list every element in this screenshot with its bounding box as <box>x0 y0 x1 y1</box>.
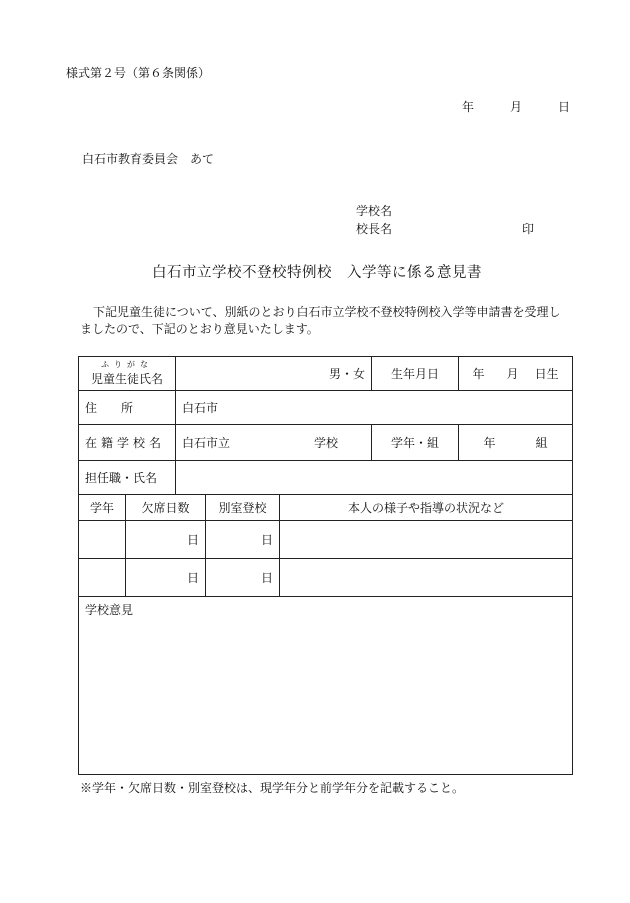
birth-year-unit: 年 <box>472 367 485 381</box>
birth-month-unit: 月 <box>506 367 519 381</box>
absent-current[interactable] <box>126 521 206 559</box>
gender-cell[interactable] <box>176 357 372 391</box>
furigana-label: ふりがな <box>101 360 153 369</box>
school-signature-block <box>356 202 392 238</box>
school-name-label: 学校名 <box>356 204 393 218</box>
addressee: 白石市教育委員会 あて <box>82 152 215 166</box>
student-name-label-cell <box>79 357 176 391</box>
row-attendance-current <box>79 521 573 559</box>
school-opinion-label: 学校意見 <box>85 603 134 617</box>
grade-class-value-cell[interactable] <box>459 425 573 461</box>
date-day: 日 <box>558 100 571 114</box>
teacher-value[interactable] <box>176 461 573 495</box>
birth-day-unit: 日生 <box>534 367 559 381</box>
date-year: 年 <box>462 100 475 114</box>
row-school <box>79 425 573 461</box>
separate-day-unit: 日 <box>261 571 274 585</box>
school-prefix: 白石市立 <box>182 436 231 450</box>
separate-day-unit: 日 <box>261 533 274 547</box>
class-unit: 組 <box>535 436 548 450</box>
separate-current[interactable] <box>206 521 280 559</box>
row-attendance-header <box>79 495 573 521</box>
grade-previous[interactable] <box>79 559 126 597</box>
notes-current[interactable] <box>280 521 573 559</box>
student-name-label: 児童生徒氏名 <box>91 372 164 386</box>
address-value[interactable]: 白石市 <box>176 391 573 425</box>
grade-class-label: 学年・組 <box>372 425 459 461</box>
row-teacher <box>79 461 573 495</box>
grade-current[interactable] <box>79 521 126 559</box>
grade-unit: 年 <box>483 436 496 450</box>
form-number: 様式第２号（第６条関係） <box>66 66 211 80</box>
intro-text: 下記児童生徒について、別紙のとおり白石市立学校不登校特例校入学等申請書を受理しましたので、下記のとおり意見いたします。 <box>80 305 561 336</box>
birth-label: 生年月日 <box>372 357 459 391</box>
seal-mark: 印 <box>522 222 535 236</box>
opinion-form-table <box>78 356 573 775</box>
row-school-opinion <box>79 597 573 775</box>
footnote: ※学年・欠席日数・別室登校は、現学年分と前学年分を記載すること。 <box>80 781 465 795</box>
col-grade-header: 学年 <box>79 495 126 521</box>
row-attendance-previous <box>79 559 573 597</box>
absent-day-unit: 日 <box>187 571 200 585</box>
separate-previous[interactable] <box>206 559 280 597</box>
birth-date-cell[interactable] <box>459 357 573 391</box>
school-label: 在籍学校名 <box>79 425 176 461</box>
school-opinion-cell[interactable] <box>79 597 573 775</box>
gender-options: 男・女 <box>329 367 366 381</box>
school-suffix: 学校 <box>314 436 339 450</box>
col-absent-header: 欠席日数 <box>126 495 206 521</box>
teacher-label: 担任職・氏名 <box>79 461 176 495</box>
row-address <box>79 391 573 425</box>
col-notes-header: 本人の様子や指導の状況など <box>280 495 573 521</box>
row-student-name <box>79 357 573 391</box>
address-label: 住 所 <box>79 391 176 425</box>
absent-day-unit: 日 <box>187 533 200 547</box>
document-title: 白石市立学校不登校特例校 入学等に係る意見書 <box>152 265 482 281</box>
date-month: 月 <box>510 100 523 114</box>
school-value-cell[interactable] <box>176 425 372 461</box>
notes-previous[interactable] <box>280 559 573 597</box>
date-line <box>462 98 570 115</box>
principal-name-label: 校長名 <box>356 222 393 236</box>
col-separate-header: 別室登校 <box>206 495 280 521</box>
absent-previous[interactable] <box>126 559 206 597</box>
